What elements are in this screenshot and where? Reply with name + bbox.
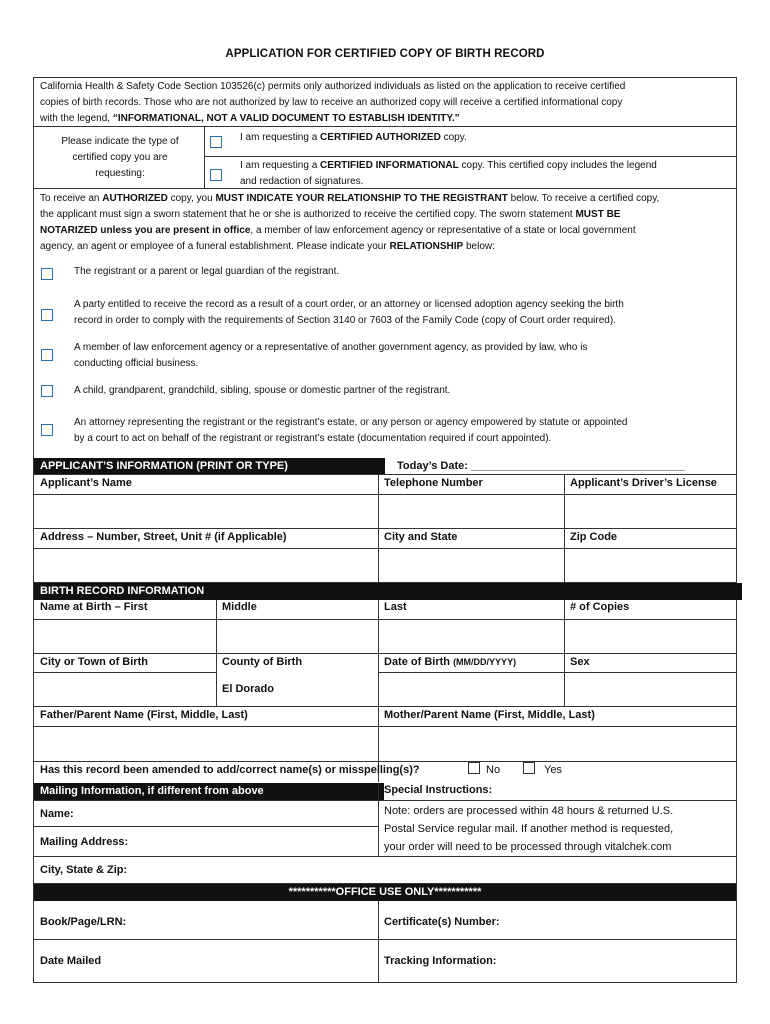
informational-suffix: copy. This certified copy includes the legend <box>458 160 657 171</box>
relationship-option-5-checkbox[interactable] <box>41 424 53 436</box>
special-instructions-title: Special Instructions: <box>384 784 493 796</box>
authorized-copy-checkbox[interactable] <box>210 136 222 148</box>
intro-line-3-prefix: with the legend, <box>40 113 113 124</box>
father-name-label: Father/Parent Name (First, Middle, Last) <box>40 709 248 721</box>
relationship-intro-line-2 <box>40 207 734 223</box>
mother-name-input[interactable] <box>379 727 735 761</box>
copies-input[interactable] <box>565 620 735 653</box>
divider <box>204 156 736 157</box>
rel-p1b: AUTHORIZED <box>102 193 168 204</box>
rel-p4a: agency, an agent or employee of a funeral establishment. Please indicate your <box>40 241 390 252</box>
divider <box>34 653 736 654</box>
copy-type-prompt-line-1: Please indicate the type of <box>61 136 179 147</box>
telephone-input[interactable] <box>379 495 564 528</box>
divider <box>34 474 736 475</box>
relationship-option-2-label-line-1: A party entitled to receive the record as a result of a court order, or an attorney or licensed adoption agency seeking the birth <box>74 299 624 310</box>
rel-p1a: To receive an <box>40 193 103 204</box>
relationship-option-2-checkbox[interactable] <box>41 309 53 321</box>
divider <box>378 783 379 856</box>
intro-line-2: copies of birth records. Those who are not authorized by law to receive an authorized copy will receive a certified informational copy <box>40 97 623 108</box>
applicant-section-header: APPLICANT’S INFORMATION (PRINT OR TYPE) <box>34 458 385 474</box>
relationship-option-1-checkbox[interactable] <box>41 268 53 280</box>
first-name-label: Name at Birth – First <box>40 601 148 613</box>
applicant-name-input[interactable] <box>35 495 378 528</box>
intro-line-1: California Health & Safety Code Section 103526(c) permits only authorized individuals as listed on the application to receive certified <box>40 81 626 92</box>
rel-p1c: copy, you <box>167 193 216 204</box>
divider <box>34 126 736 127</box>
date-of-birth-input[interactable] <box>379 673 564 706</box>
sex-input[interactable] <box>565 673 735 706</box>
authorized-bold: CERTIFIED AUTHORIZED <box>320 132 441 143</box>
relationship-intro-line-3 <box>40 223 734 239</box>
intro-legend: “INFORMATIONAL, NOT A VALID DOCUMENT TO ESTABLISH IDENTITY.” <box>112 113 460 124</box>
mailing-section-header: Mailing Information, if different from above <box>34 783 384 800</box>
mother-name-label: Mother/Parent Name (First, Middle, Last) <box>384 709 595 721</box>
first-name-input[interactable] <box>35 620 215 653</box>
middle-name-label: Middle <box>222 601 257 613</box>
address-label: Address – Number, Street, Unit # (if Applicable) <box>40 531 287 543</box>
copies-label: # of Copies <box>570 601 630 613</box>
telephone-label: Telephone Number <box>384 477 483 489</box>
divider <box>34 188 736 189</box>
middle-name-input[interactable] <box>217 620 377 653</box>
last-name-input[interactable] <box>379 620 564 653</box>
relationship-option-4-checkbox[interactable] <box>41 385 53 397</box>
divider <box>34 528 736 529</box>
sex-label: Sex <box>570 656 590 668</box>
amended-no-checkbox[interactable] <box>468 762 480 774</box>
date-mailed-label: Date Mailed <box>40 955 102 967</box>
applicant-name-label: Applicant’s Name <box>40 477 132 489</box>
amended-question: Has this record been amended to add/correct name(s) or misspelling(s)? <box>40 764 420 776</box>
rel-p3a: NOTARIZED unless you are present in office <box>40 225 251 236</box>
relationship-option-4-label: A child, grandparent, grandchild, sibling, spouse or domestic partner of the registrant. <box>74 385 451 396</box>
amended-yes-checkbox[interactable] <box>523 762 535 774</box>
informational-bold: CERTIFIED INFORMATIONAL <box>320 160 459 171</box>
authorized-prefix: I am requesting a <box>240 132 321 143</box>
relationship-option-5-label-line-1: An attorney representing the registrant or the registrant’s estate, or any person or agency empowered by statute or appointed <box>74 417 628 428</box>
last-name-label: Last <box>384 601 407 613</box>
dob-format: (MM/DD/YYYY) <box>453 657 517 667</box>
rel-p2b: MUST BE <box>575 209 621 220</box>
relationship-intro-line-1 <box>40 191 734 207</box>
authorized-copy-label <box>240 130 730 146</box>
father-name-input[interactable] <box>35 727 377 761</box>
copy-type-prompt-line-2: certified copy you are <box>72 152 168 163</box>
city-of-birth-label: City or Town of Birth <box>40 656 148 668</box>
divider <box>34 706 736 707</box>
mailing-address-label[interactable]: Mailing Address: <box>40 836 129 848</box>
divider <box>216 600 217 706</box>
divider <box>564 600 565 706</box>
special-instructions-line-3: your order will need to be processed through vitalchek.com <box>384 841 672 853</box>
zip-input[interactable] <box>565 549 735 582</box>
divider <box>34 939 736 940</box>
mailing-name-label[interactable]: Name: <box>40 808 74 820</box>
divider <box>204 126 205 188</box>
rel-p3b: , a member of law enforcement agency or representative of a state or local government <box>250 225 636 236</box>
rel-p2a: the applicant must sign a sworn statement that he or she is authorized to receive the certified copy. The sworn statement <box>40 209 576 220</box>
form-frame <box>33 77 737 983</box>
rel-p4b: RELATIONSHIP <box>389 241 464 252</box>
relationship-option-3-label-line-2: conducting official business. <box>74 358 199 369</box>
divider <box>34 800 736 801</box>
special-instructions-line-1: Note: orders are processed within 48 hours & returned U.S. <box>384 805 674 817</box>
divider <box>378 474 379 582</box>
relationship-option-3-checkbox[interactable] <box>41 349 53 361</box>
relationship-intro-line-4 <box>40 239 734 255</box>
dob-label-text: Date of Birth <box>384 656 450 668</box>
city-state-input[interactable] <box>379 549 564 582</box>
address-input[interactable] <box>35 549 378 582</box>
county-of-birth-value[interactable]: El Dorado <box>222 683 274 695</box>
intro-line-3 <box>40 111 730 127</box>
date-of-birth-label <box>384 656 516 668</box>
drivers-license-label: Applicant’s Driver’s License <box>570 477 717 489</box>
todays-date-field[interactable]: Today’s Date: ___________________________________ <box>397 460 686 472</box>
divider <box>34 761 736 762</box>
relationship-option-2-label-line-2: record in order to comply with the requirements of Section 3140 or 7603 of the Family Code (copy of Court order required). <box>74 315 616 326</box>
city-of-birth-input[interactable] <box>35 673 215 706</box>
rel-p1e: below. To receive a certified copy, <box>507 193 660 204</box>
special-instructions-line-2: Postal Service regular mail. If another method is requested, <box>384 823 674 835</box>
divider <box>34 856 736 857</box>
amended-no-label: No <box>486 764 501 776</box>
relationship-option-1-label: The registrant or a parent or legal guardian of the registrant. <box>74 266 340 277</box>
birth-record-section-header: BIRTH RECORD INFORMATION <box>34 583 742 600</box>
certificate-number-label: Certificate(s) Number: <box>384 916 500 928</box>
divider <box>378 901 379 982</box>
copy-type-prompt-line-3: requesting: <box>95 168 145 179</box>
relationship-option-5-label-line-2: by a court to act on behalf of the registrant or registrant’s estate (documentation required if court appointed). <box>74 433 552 444</box>
tracking-information-label: Tracking Information: <box>384 955 497 967</box>
zip-label: Zip Code <box>570 531 618 543</box>
rel-p4c: below: <box>463 241 495 252</box>
county-of-birth-label: County of Birth <box>222 656 303 668</box>
form-title: APPLICATION FOR CERTIFIED COPY OF BIRTH RECORD <box>225 48 545 60</box>
divider <box>34 826 378 827</box>
informational-copy-checkbox[interactable] <box>210 169 222 181</box>
office-use-header: ***********OFFICE USE ONLY*********** <box>34 884 736 901</box>
book-page-lrn-label: Book/Page/LRN: <box>40 916 127 928</box>
mailing-city-state-zip-label[interactable]: City, State & Zip: <box>40 864 128 876</box>
authorized-suffix: copy. <box>440 132 467 143</box>
informational-copy-label <box>240 158 730 174</box>
informational-prefix: I am requesting a <box>240 160 321 171</box>
city-state-label: City and State <box>384 531 458 543</box>
drivers-license-input[interactable] <box>565 495 735 528</box>
rel-p1d: MUST INDICATE YOUR RELATIONSHIP TO THE REGISTRANT <box>215 193 508 204</box>
informational-copy-label-line-2: and redaction of signatures. <box>240 176 364 187</box>
amended-yes-label: Yes <box>544 764 562 776</box>
divider <box>564 474 565 582</box>
relationship-option-3-label-line-1: A member of law enforcement agency or a representative of another government agency, as provided by law, who is <box>74 342 588 353</box>
